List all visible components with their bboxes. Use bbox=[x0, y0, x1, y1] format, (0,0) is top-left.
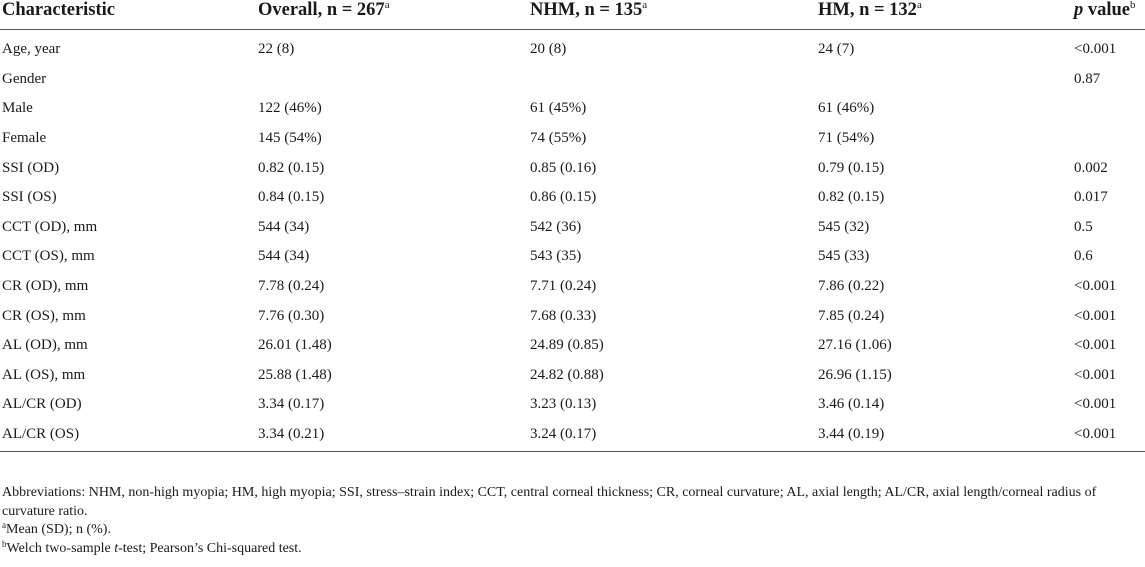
cell-nhm: 0.86 (0.15) bbox=[530, 189, 597, 206]
cell-characteristic: Female bbox=[2, 130, 47, 147]
header-characteristic: Characteristic bbox=[0, 0, 256, 30]
cell-characteristic: CR (OD), mm bbox=[2, 278, 89, 295]
table-row bbox=[0, 30, 1145, 65]
cell-characteristic: SSI (OD) bbox=[2, 159, 60, 176]
cell-p-value: 0.017 bbox=[1074, 189, 1108, 206]
cell-overall: 25.88 (1.48) bbox=[258, 366, 332, 383]
table-row bbox=[0, 124, 1145, 154]
cell-overall: 544 (34) bbox=[258, 248, 310, 265]
cell-characteristic: Gender bbox=[2, 70, 47, 87]
cell-nhm: 542 (36) bbox=[530, 218, 582, 235]
table-row bbox=[0, 361, 1145, 391]
cell-hm: 7.85 (0.24) bbox=[818, 307, 885, 324]
table-row bbox=[0, 420, 1145, 452]
cell-characteristic: AL/CR (OD) bbox=[2, 396, 82, 413]
cell-p-value bbox=[1072, 124, 1145, 154]
cell-overall: 122 (46%) bbox=[258, 100, 322, 117]
cell-nhm: 7.68 (0.33) bbox=[530, 307, 597, 324]
header-p-value: p value$^b$ bbox=[1072, 0, 1145, 30]
cell-p-value: 0.6 bbox=[1074, 248, 1093, 265]
footnote-b: $^b$Welch two-sample t-test; Pearson’s Chi-squared test. bbox=[2, 538, 302, 556]
cell-nhm: 7.71 (0.24) bbox=[530, 278, 597, 295]
footnote-a: $^a$Mean (SD); n (%). bbox=[2, 520, 111, 537]
cell-nhm: 543 (35) bbox=[530, 248, 582, 265]
cell-hm: 71 (54%) bbox=[818, 130, 875, 147]
table-row bbox=[0, 301, 1145, 331]
cell-characteristic: CR (OS), mm bbox=[2, 307, 86, 324]
cell-hm bbox=[816, 65, 1072, 95]
cell-p-value: <0.001 bbox=[1074, 396, 1117, 413]
table-row bbox=[0, 65, 1145, 95]
cell-p-value: 0.87 bbox=[1074, 70, 1101, 87]
cell-hm: 545 (32) bbox=[818, 218, 870, 235]
table-row bbox=[0, 213, 1145, 243]
cell-characteristic: CCT (OS), mm bbox=[2, 248, 95, 265]
table-row bbox=[0, 331, 1145, 361]
cell-overall: 0.84 (0.15) bbox=[258, 189, 325, 206]
cell-overall: 7.78 (0.24) bbox=[258, 278, 325, 295]
cell-p-value: <0.001 bbox=[1074, 41, 1117, 58]
table-row bbox=[0, 153, 1145, 183]
cell-p-value: <0.001 bbox=[1074, 278, 1117, 295]
table-row bbox=[0, 272, 1145, 302]
cell-p-value: <0.001 bbox=[1072, 420, 1145, 452]
table-footnotes bbox=[2, 484, 1142, 558]
cell-p-value: 0.002 bbox=[1074, 159, 1108, 176]
cell-characteristic: Age, year bbox=[2, 41, 61, 58]
header-overall: Overall, $n = 267^a$ bbox=[256, 0, 528, 30]
cell-p-value bbox=[1072, 94, 1145, 124]
cell-nhm: 3.24 (0.17) bbox=[528, 420, 816, 452]
cell-p-value: 0.5 bbox=[1074, 218, 1093, 235]
cell-characteristic: CCT (OD), mm bbox=[2, 218, 98, 235]
header-hm: HM, $n = 132^a$ bbox=[816, 0, 1072, 30]
cell-overall bbox=[256, 65, 528, 95]
cell-p-value: <0.001 bbox=[1074, 337, 1117, 354]
cell-overall: 22 (8) bbox=[258, 41, 295, 58]
cell-characteristic: Male bbox=[2, 100, 33, 117]
table-row bbox=[0, 183, 1145, 213]
cell-overall: 544 (34) bbox=[258, 218, 310, 235]
cell-hm: 24 (7) bbox=[818, 41, 855, 58]
footnote-abbreviations: Abbreviations: NHM, non-high myopia; HM, high myopia; SSI, stress–strain index; CCT, central corneal thickness; CR, corneal curvature; AL, axial length; AL/CR, axial length/corneal radius of curvature ratio. bbox=[2, 485, 1097, 519]
cell-hm: 0.79 (0.15) bbox=[818, 159, 885, 176]
cell-nhm: 20 (8) bbox=[530, 41, 567, 58]
cell-nhm: 61 (45%) bbox=[530, 100, 587, 117]
table-body bbox=[0, 30, 1145, 452]
cell-hm: 27.16 (1.06) bbox=[818, 337, 892, 354]
cell-nhm bbox=[528, 65, 816, 95]
cell-characteristic: SSI (OS) bbox=[2, 189, 57, 206]
cell-overall: 0.82 (0.15) bbox=[258, 159, 325, 176]
cell-hm: 7.86 (0.22) bbox=[818, 278, 885, 295]
cell-nhm: 24.82 (0.88) bbox=[530, 366, 604, 383]
cell-characteristic: AL (OS), mm bbox=[2, 366, 86, 383]
cell-overall: 3.34 (0.21) bbox=[256, 420, 528, 452]
cell-overall: 145 (54%) bbox=[258, 130, 322, 147]
cell-nhm: 0.85 (0.16) bbox=[530, 159, 597, 176]
cell-nhm: 3.23 (0.13) bbox=[530, 396, 597, 413]
cell-hm: 3.46 (0.14) bbox=[818, 396, 885, 413]
cell-characteristic: AL (OD), mm bbox=[2, 337, 88, 354]
cell-overall: 26.01 (1.48) bbox=[258, 337, 332, 354]
table-row bbox=[0, 242, 1145, 272]
cell-overall: 7.76 (0.30) bbox=[258, 307, 325, 324]
header-nhm: NHM, $n = 135^a$ bbox=[528, 0, 816, 30]
cell-hm: 0.82 (0.15) bbox=[818, 189, 885, 206]
table-header-row bbox=[0, 0, 1145, 30]
cell-overall: 3.34 (0.17) bbox=[258, 396, 325, 413]
cell-hm: 3.44 (0.19) bbox=[816, 420, 1072, 452]
cell-characteristic: AL/CR (OS) bbox=[0, 420, 256, 452]
cell-p-value: <0.001 bbox=[1074, 307, 1117, 324]
table-row bbox=[0, 390, 1145, 420]
cell-hm: 26.96 (1.15) bbox=[818, 366, 892, 383]
cell-hm: 61 (46%) bbox=[818, 100, 875, 117]
cell-nhm: 74 (55%) bbox=[530, 130, 587, 147]
cell-hm: 545 (33) bbox=[818, 248, 870, 265]
cell-nhm: 24.89 (0.85) bbox=[530, 337, 604, 354]
cell-p-value: <0.001 bbox=[1074, 366, 1117, 383]
table-row bbox=[0, 94, 1145, 124]
